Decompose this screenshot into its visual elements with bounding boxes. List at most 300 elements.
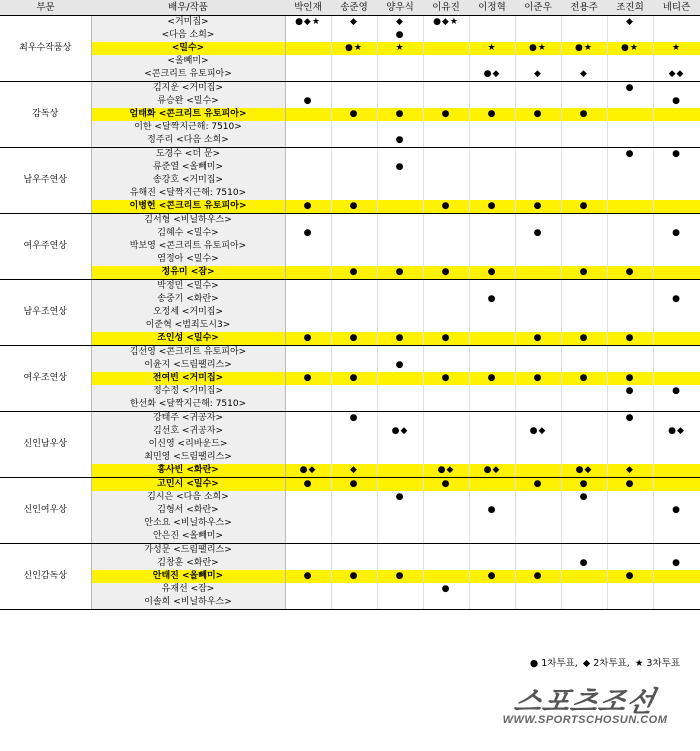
- vote-mark: [561, 398, 607, 412]
- sportschosun-logo: [495, 680, 675, 730]
- vote-mark: [331, 491, 377, 504]
- vote-mark: [515, 161, 561, 174]
- vote-mark: ●◆: [469, 464, 515, 478]
- vote-mark: [423, 95, 469, 108]
- nominee-name: 오정세 <거미집>: [91, 306, 285, 319]
- vote-mark: [423, 412, 469, 426]
- header-judge: 전용주: [561, 0, 607, 16]
- vote-mark: [561, 412, 607, 426]
- nominee-name: <밀수>: [91, 42, 285, 55]
- vote-mark: [653, 412, 700, 426]
- vote-mark: [377, 451, 423, 464]
- award-category: 신인여우상: [0, 478, 91, 544]
- vote-mark: ●: [515, 372, 561, 385]
- vote-mark: ●: [377, 108, 423, 121]
- vote-mark: [285, 319, 331, 332]
- vote-mark: [653, 174, 700, 187]
- vote-mark: ●: [561, 478, 607, 492]
- vote-mark: [607, 95, 653, 108]
- vote-mark: [331, 517, 377, 530]
- vote-mark: ●: [423, 332, 469, 346]
- nominee-row: [0, 557, 700, 570]
- vote-mark: [377, 121, 423, 134]
- vote-mark: [331, 359, 377, 372]
- vote-mark: [515, 504, 561, 517]
- vote-mark: [561, 596, 607, 610]
- vote-mark: [469, 319, 515, 332]
- vote-mark: [561, 306, 607, 319]
- vote-mark: [469, 280, 515, 294]
- vote-mark: [561, 530, 607, 544]
- nominee-row: [0, 174, 700, 187]
- winner-row: [0, 372, 700, 385]
- vote-mark: [331, 214, 377, 228]
- vote-mark: [653, 346, 700, 360]
- vote-mark: [653, 16, 700, 30]
- nominee-row: [0, 227, 700, 240]
- vote-mark: [515, 240, 561, 253]
- award-category: 감독상: [0, 82, 91, 148]
- vote-mark: [561, 55, 607, 68]
- vote-mark: [285, 68, 331, 82]
- vote-mark: ●★: [561, 42, 607, 55]
- vote-mark: [423, 187, 469, 200]
- vote-mark: ●◆: [653, 425, 700, 438]
- nominee-row: [0, 385, 700, 398]
- vote-mark: [515, 121, 561, 134]
- vote-mark: [469, 478, 515, 492]
- vote-mark: [607, 504, 653, 517]
- vote-mark: ●: [331, 372, 377, 385]
- vote-mark: [469, 121, 515, 134]
- vote-mark: [423, 134, 469, 148]
- vote-mark: ●★: [607, 42, 653, 55]
- vote-mark: [607, 253, 653, 266]
- vote-mark: [607, 557, 653, 570]
- nominee-name: 고민시 <밀수>: [91, 478, 285, 492]
- vote-mark: [469, 385, 515, 398]
- vote-mark: [469, 544, 515, 558]
- nominee-name: 강태주 <귀공자>: [91, 412, 285, 426]
- vote-mark: [423, 55, 469, 68]
- vote-mark: [515, 82, 561, 96]
- vote-mark: [423, 306, 469, 319]
- vote-mark: [561, 148, 607, 162]
- nominee-name: 송강호 <거미집>: [91, 174, 285, 187]
- vote-mark: ◆◆: [653, 68, 700, 82]
- vote-mark: [653, 306, 700, 319]
- vote-mark: [515, 412, 561, 426]
- vote-mark: [423, 517, 469, 530]
- vote-mark: [653, 161, 700, 174]
- nominee-row: [0, 544, 700, 558]
- nominee-name: 한선화 <달짝지근해: 7510>: [91, 398, 285, 412]
- vote-mark: [377, 214, 423, 228]
- nominee-row: [0, 293, 700, 306]
- award-category: 여우주연상: [0, 214, 91, 280]
- vote-mark: [653, 451, 700, 464]
- nominee-row: [0, 214, 700, 228]
- nominee-name: 류준열 <올빼미>: [91, 161, 285, 174]
- vote-mark: [377, 148, 423, 162]
- vote-mark: [423, 398, 469, 412]
- vote-mark: [469, 161, 515, 174]
- award-category: 남우조연상: [0, 280, 91, 346]
- vote-mark: ●: [561, 200, 607, 214]
- winner-row: [0, 266, 700, 280]
- vote-mark: [515, 398, 561, 412]
- vote-mark: [607, 306, 653, 319]
- nominee-row: [0, 359, 700, 372]
- vote-mark: [285, 438, 331, 451]
- vote-mark: [377, 240, 423, 253]
- vote-mark: [331, 227, 377, 240]
- vote-mark: ●: [469, 504, 515, 517]
- nominee-name: <올빼미>: [91, 55, 285, 68]
- vote-mark: [515, 29, 561, 42]
- award-section: [0, 16, 700, 82]
- vote-mark: [653, 29, 700, 42]
- vote-mark: [377, 306, 423, 319]
- vote-mark: [377, 478, 423, 492]
- vote-mark: ●◆: [469, 68, 515, 82]
- vote-mark: [423, 82, 469, 96]
- vote-mark: ●: [653, 557, 700, 570]
- header-judge: 이정혁: [469, 0, 515, 16]
- legend-second-label: 2차투표,: [593, 658, 630, 669]
- vote-mark: [607, 187, 653, 200]
- vote-mark: [377, 95, 423, 108]
- vote-mark: [515, 491, 561, 504]
- vote-mark: [653, 82, 700, 96]
- vote-mark: [561, 227, 607, 240]
- award-category: 최우수작품상: [0, 16, 91, 82]
- vote-mark: [515, 174, 561, 187]
- vote-mark: [515, 253, 561, 266]
- vote-mark: [285, 174, 331, 187]
- vote-mark: ●: [331, 200, 377, 214]
- vote-mark: ●: [469, 293, 515, 306]
- header-judge: 송준영: [331, 0, 377, 16]
- vote-mark: [377, 530, 423, 544]
- vote-mark: ●: [285, 332, 331, 346]
- vote-mark: [331, 187, 377, 200]
- vote-mark: [331, 596, 377, 610]
- vote-mark: [607, 280, 653, 294]
- vote-mark: ●◆: [285, 464, 331, 478]
- nominee-name: 유재선 <잠>: [91, 583, 285, 596]
- vote-mark: [285, 504, 331, 517]
- vote-mark: ●: [561, 557, 607, 570]
- vote-mark: [331, 68, 377, 82]
- nominee-name: <콘크리트 유토피아>: [91, 68, 285, 82]
- vote-mark: [607, 55, 653, 68]
- vote-mark: [607, 346, 653, 360]
- vote-mark: [515, 557, 561, 570]
- header-judge: 네티즌: [653, 0, 700, 16]
- nominee-name: 이병헌 <콘크리트 유토피아>: [91, 200, 285, 214]
- vote-mark: ●: [469, 372, 515, 385]
- vote-mark: [607, 29, 653, 42]
- nominee-name: 안태진 <올빼미>: [91, 570, 285, 583]
- vote-mark: [469, 214, 515, 228]
- nominee-name: 김시은 <다음 소희>: [91, 491, 285, 504]
- nominee-row: [0, 451, 700, 464]
- vote-mark: [469, 451, 515, 464]
- nominee-name: 김서형 <비닐하우스>: [91, 214, 285, 228]
- vote-mark: [285, 385, 331, 398]
- vote-mark: ●: [515, 227, 561, 240]
- vote-mark: [469, 16, 515, 30]
- vote-mark: [561, 451, 607, 464]
- winner-row: [0, 200, 700, 214]
- vote-mark: [285, 121, 331, 134]
- vote-mark: [561, 293, 607, 306]
- vote-mark: ●: [653, 95, 700, 108]
- vote-mark: [653, 134, 700, 148]
- vote-mark: ●◆: [423, 464, 469, 478]
- vote-mark: ●: [469, 108, 515, 121]
- award-category: 여우조연상: [0, 346, 91, 412]
- vote-mark: [285, 425, 331, 438]
- vote-mark: [423, 29, 469, 42]
- vote-mark: [561, 134, 607, 148]
- nominee-row: [0, 55, 700, 68]
- vote-mark: [515, 346, 561, 360]
- vote-mark: [469, 174, 515, 187]
- vote-mark: ●: [285, 372, 331, 385]
- nominee-name: 류승완 <밀수>: [91, 95, 285, 108]
- vote-mark: [469, 530, 515, 544]
- vote-mark: ●: [331, 412, 377, 426]
- vote-mark: [653, 570, 700, 583]
- vote-mark: [423, 438, 469, 451]
- vote-mark: [423, 451, 469, 464]
- vote-mark: [653, 530, 700, 544]
- vote-mark: ●: [377, 491, 423, 504]
- vote-mark: ●: [607, 385, 653, 398]
- vote-mark: ●: [331, 266, 377, 280]
- vote-mark: ●: [561, 332, 607, 346]
- vote-mark: [377, 372, 423, 385]
- nominee-name: 정주리 <다음 소희>: [91, 134, 285, 148]
- nominee-name: 안은진 <올빼미>: [91, 530, 285, 544]
- vote-mark: [469, 253, 515, 266]
- legend-third-symbol: ★: [634, 658, 644, 669]
- legend-first-symbol: ●: [529, 658, 539, 669]
- vote-mark: [423, 504, 469, 517]
- vote-mark: [377, 544, 423, 558]
- vote-mark: [423, 148, 469, 162]
- vote-mark: [515, 596, 561, 610]
- vote-mark: [377, 385, 423, 398]
- vote-mark: [331, 438, 377, 451]
- vote-mark: [469, 346, 515, 360]
- vote-mark: [331, 280, 377, 294]
- header-judge: 조진희: [607, 0, 653, 16]
- vote-mark: [469, 148, 515, 162]
- vote-mark: [469, 491, 515, 504]
- nominee-name: 박정민 <밀수>: [91, 280, 285, 294]
- nominee-name: 송중기 <화란>: [91, 293, 285, 306]
- vote-mark: ●: [469, 200, 515, 214]
- nominee-row: [0, 29, 700, 42]
- vote-mark: [423, 359, 469, 372]
- vote-mark: [285, 346, 331, 360]
- nominee-name: 정유미 <잠>: [91, 266, 285, 280]
- vote-mark: ◆: [377, 16, 423, 30]
- vote-mark: ◆: [331, 16, 377, 30]
- nominee-name: 염정아 <밀수>: [91, 253, 285, 266]
- winner-row: [0, 478, 700, 492]
- vote-mark: [469, 557, 515, 570]
- vote-mark: [653, 187, 700, 200]
- vote-mark: [377, 227, 423, 240]
- vote-mark: [607, 240, 653, 253]
- nominee-name: <다음 소희>: [91, 29, 285, 42]
- vote-mark: [607, 319, 653, 332]
- vote-mark: ●: [285, 227, 331, 240]
- vote-mark: [423, 491, 469, 504]
- nominee-row: [0, 240, 700, 253]
- vote-mark: [285, 557, 331, 570]
- award-section: [0, 544, 700, 610]
- vote-mark: [653, 240, 700, 253]
- vote-mark: [331, 425, 377, 438]
- vote-mark: ●: [377, 134, 423, 148]
- vote-mark: [515, 359, 561, 372]
- vote-mark: [331, 240, 377, 253]
- vote-mark: [653, 583, 700, 596]
- vote-mark: [377, 293, 423, 306]
- vote-mark: [607, 200, 653, 214]
- nominee-row: [0, 596, 700, 610]
- legend: [0, 655, 680, 669]
- vote-mark: [653, 544, 700, 558]
- vote-mark: [607, 438, 653, 451]
- award-section: [0, 214, 700, 280]
- vote-mark: [469, 306, 515, 319]
- award-section: [0, 280, 700, 346]
- vote-mark: [607, 134, 653, 148]
- vote-mark: ●: [423, 583, 469, 596]
- vote-mark: [331, 583, 377, 596]
- vote-mark: [561, 187, 607, 200]
- vote-mark: ◆: [607, 16, 653, 30]
- vote-mark: [515, 319, 561, 332]
- vote-mark: [423, 280, 469, 294]
- vote-mark: [285, 108, 331, 121]
- nominee-name: 이윤지 <드림팰리스>: [91, 359, 285, 372]
- vote-mark: [515, 16, 561, 30]
- vote-mark: ●: [285, 95, 331, 108]
- header-category: 부문: [0, 0, 91, 16]
- vote-mark: [423, 570, 469, 583]
- vote-mark: [515, 544, 561, 558]
- vote-mark: ●: [331, 108, 377, 121]
- nominee-row: [0, 491, 700, 504]
- vote-mark: [331, 530, 377, 544]
- vote-mark: ●◆: [377, 425, 423, 438]
- vote-mark: [285, 583, 331, 596]
- vote-mark: [331, 55, 377, 68]
- vote-mark: ●: [469, 570, 515, 583]
- vote-mark: [331, 134, 377, 148]
- nominee-row: [0, 82, 700, 96]
- vote-mark: [285, 544, 331, 558]
- vote-mark: [515, 134, 561, 148]
- header-judge: 이준우: [515, 0, 561, 16]
- vote-mark: [377, 438, 423, 451]
- vote-mark: [653, 214, 700, 228]
- vote-mark: [561, 82, 607, 96]
- vote-mark: ●★: [331, 42, 377, 55]
- vote-mark: [653, 372, 700, 385]
- vote-mark: [515, 464, 561, 478]
- vote-mark: [285, 596, 331, 610]
- vote-mark: [469, 332, 515, 346]
- header-judge: 이유진: [423, 0, 469, 16]
- header-judge: 양우식: [377, 0, 423, 16]
- vote-mark: [561, 583, 607, 596]
- nominee-row: [0, 412, 700, 426]
- nominee-row: [0, 504, 700, 517]
- vote-mark: [469, 583, 515, 596]
- vote-mark: [285, 42, 331, 55]
- vote-mark: [423, 121, 469, 134]
- vote-mark: [331, 385, 377, 398]
- vote-mark: [469, 438, 515, 451]
- vote-mark: ●: [423, 478, 469, 492]
- vote-mark: ●: [607, 266, 653, 280]
- nominee-name: 이솔희 <비닐하우스>: [91, 596, 285, 610]
- legend-first-label: 1차투표,: [541, 658, 578, 669]
- vote-mark: [285, 412, 331, 426]
- vote-mark: [653, 280, 700, 294]
- vote-mark: [423, 214, 469, 228]
- nominee-name: 최민영 <드림팰리스>: [91, 451, 285, 464]
- nominee-row: [0, 148, 700, 162]
- vote-mark: [377, 174, 423, 187]
- vote-mark: [377, 68, 423, 82]
- vote-mark: [515, 530, 561, 544]
- vote-mark: [377, 55, 423, 68]
- vote-mark: [423, 161, 469, 174]
- vote-mark: [561, 161, 607, 174]
- vote-mark: ●: [377, 29, 423, 42]
- vote-mark: ◆: [515, 68, 561, 82]
- award-section: [0, 412, 700, 478]
- vote-mark: ●: [377, 161, 423, 174]
- vote-mark: ●: [653, 148, 700, 162]
- vote-mark: [423, 293, 469, 306]
- vote-mark: [653, 200, 700, 214]
- vote-mark: ●: [653, 504, 700, 517]
- vote-mark: [653, 359, 700, 372]
- vote-mark: [285, 253, 331, 266]
- vote-mark: [331, 253, 377, 266]
- vote-mark: [423, 68, 469, 82]
- logo-wordmark: 스포츠조선: [511, 685, 659, 718]
- vote-mark: [561, 517, 607, 530]
- vote-mark: [561, 121, 607, 134]
- vote-mark: ◆: [561, 68, 607, 82]
- vote-mark: [331, 161, 377, 174]
- vote-mark: ●: [607, 372, 653, 385]
- vote-mark: [607, 68, 653, 82]
- vote-mark: ●: [423, 266, 469, 280]
- award-category: 신인감독상: [0, 544, 91, 610]
